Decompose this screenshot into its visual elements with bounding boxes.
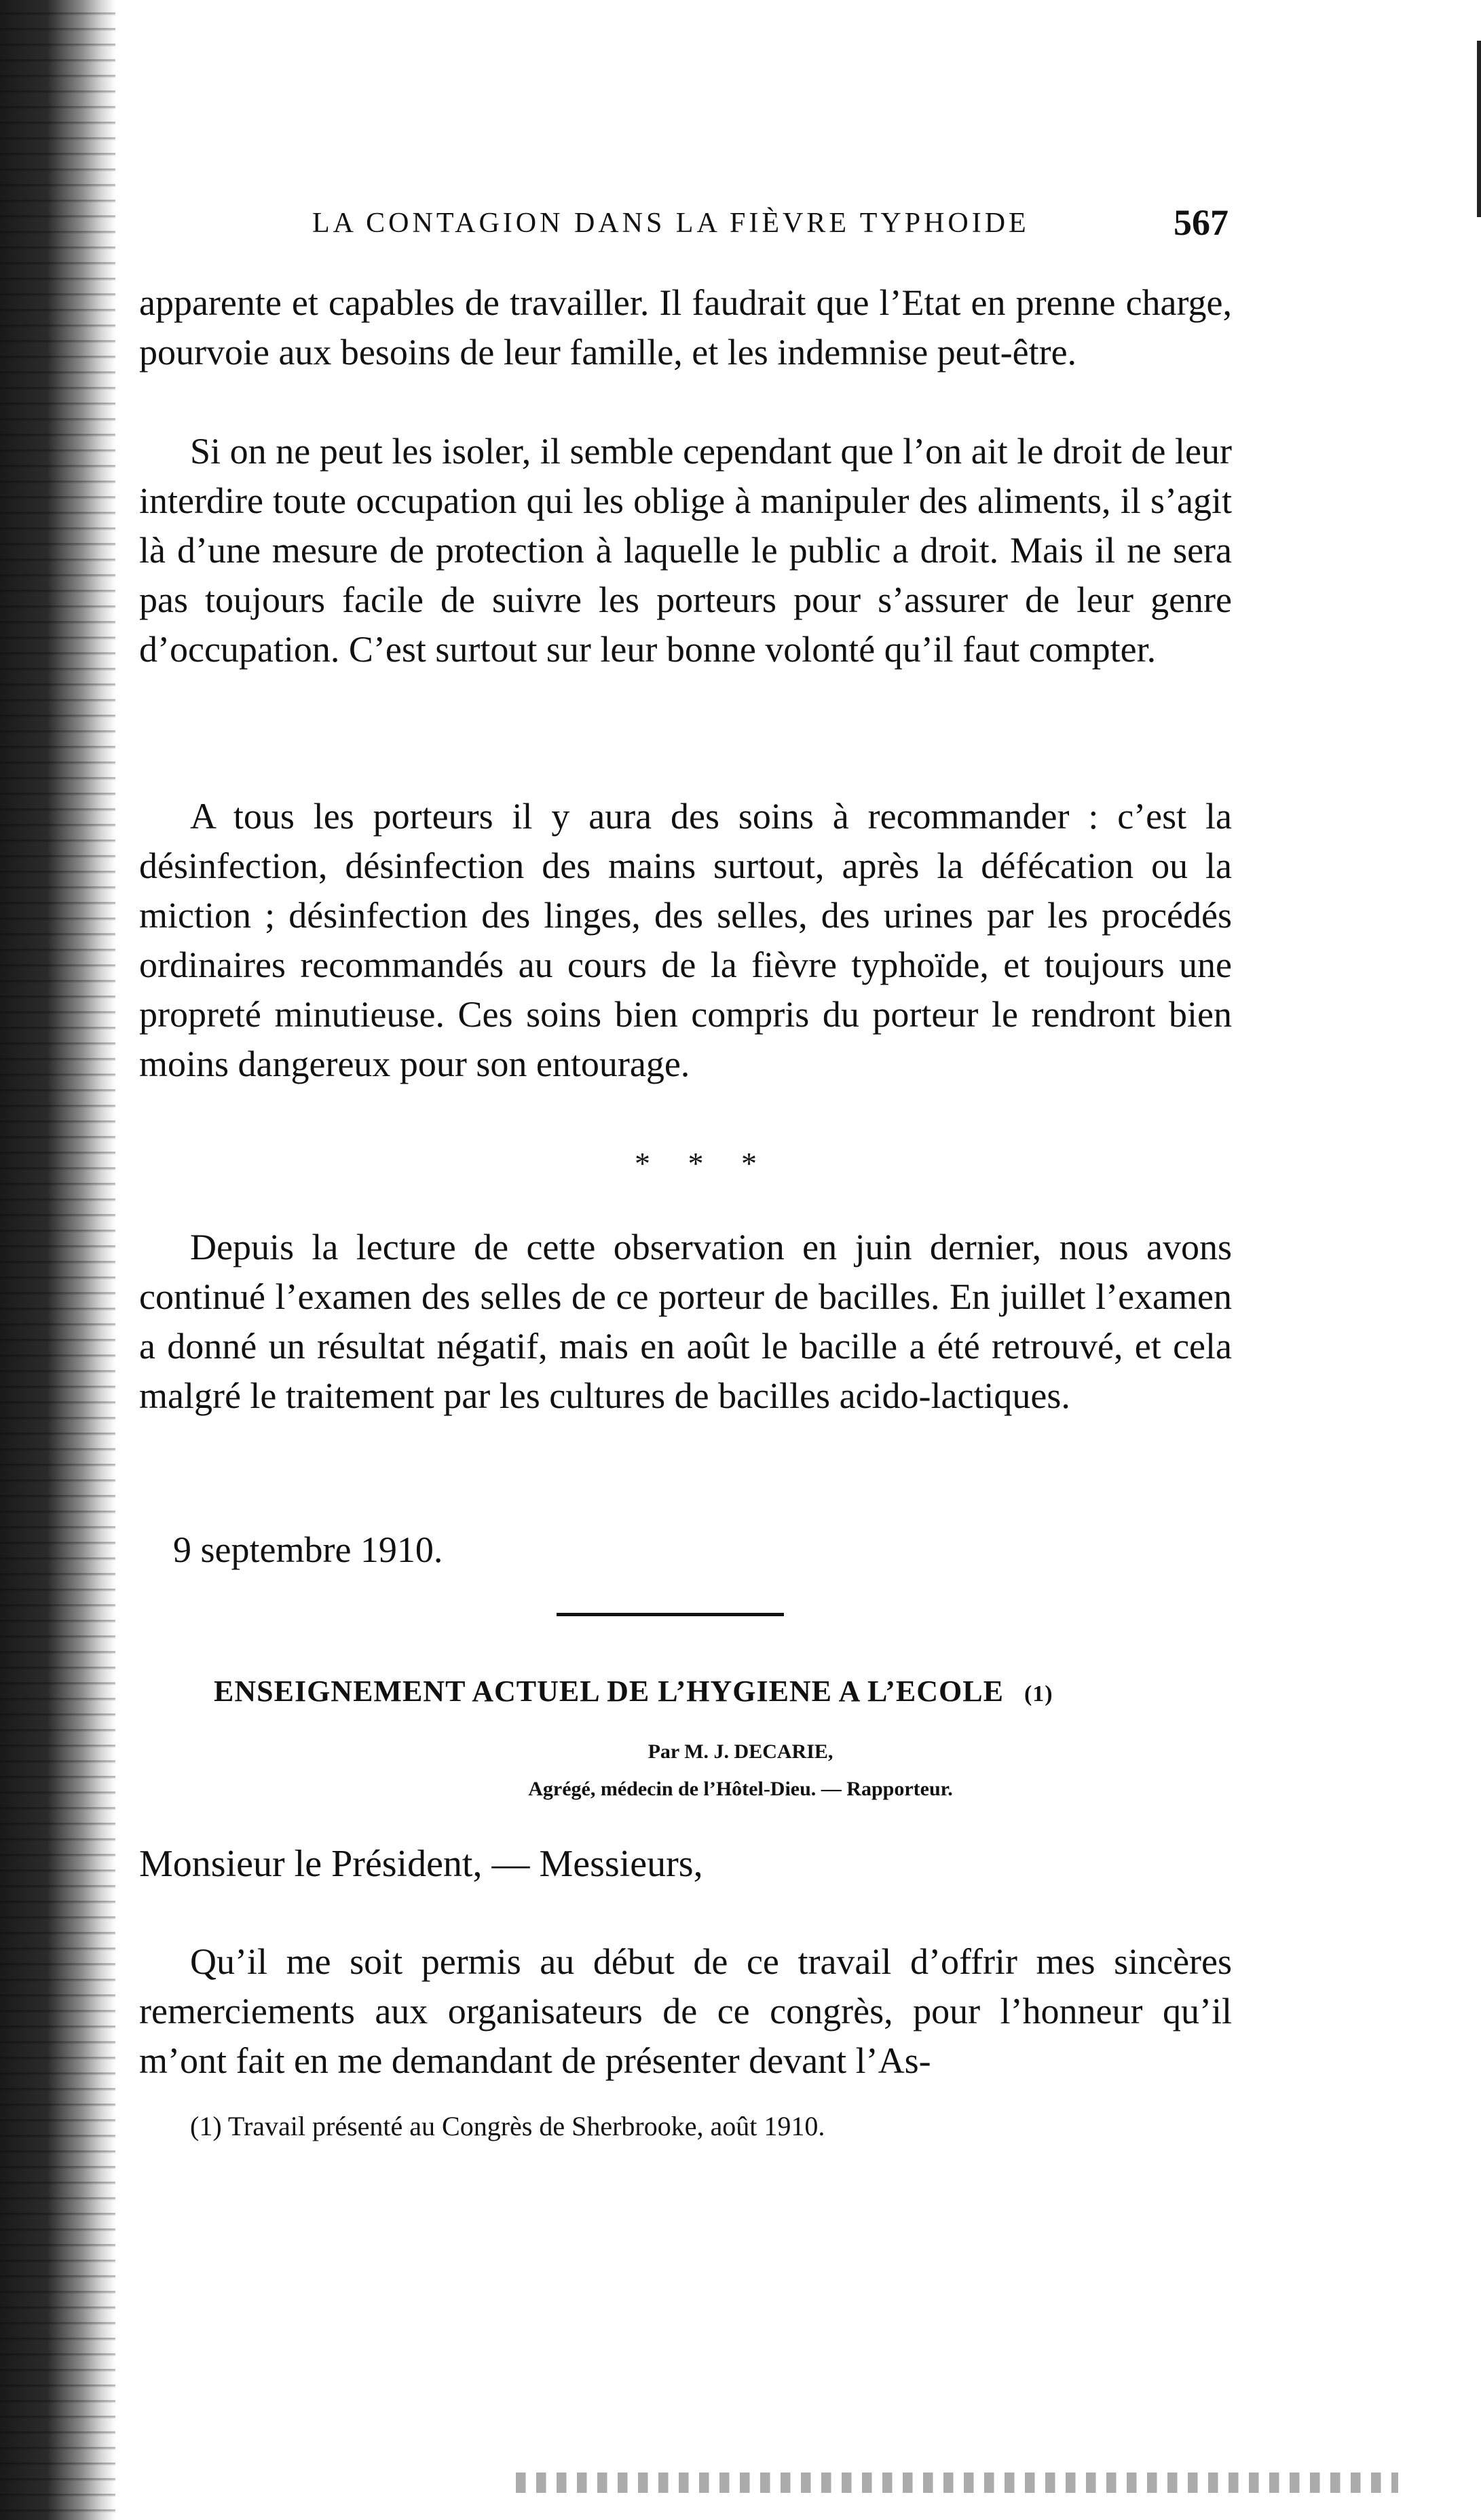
paragraph-4: Depuis la lecture de cette observation en juin dernier, nous avons continué l’examen des selles de ce porteur de bacilles. En juillet l’examen a donné un résultat négatif, mais en août le bacille a été retrouvé, et cela malgré le traitement par les cultures de bacilles acido-lactiques. xyxy=(139,1227,1232,1416)
paragraph-5: Qu’il me soit permis au début de ce travail d’offrir mes sincères remerciements aux organisateurs de ce congrès, pour l’honneur qu’il m’ont fait en me demandant de présenter devant l’As- xyxy=(139,1941,1232,2081)
paragraph-3: A tous les porteurs il y aura des soins à recommander : c’est la désinfection, désinfection des mains surtout, après la défécation ou la miction ; désinfection des linges, des selles, des urines par les procédés ordinaires recommandés au cours de la fièvre typhoïde, et toujours une propreté minutieuse. Ces soins bien compris du porteur le rendront bien moins dangereux pour son entourage. xyxy=(139,796,1232,1084)
section-break-stars: * * * xyxy=(635,1146,772,1181)
paragraph-block-4 xyxy=(139,1223,1232,1421)
paragraph-2: Si on ne peut les isoler, il semble cependant que l’on ait le droit de leur interdire toute occupation qui les oblige à manipuler des aliments, il s’agit là d’une mesure de protection à laquelle le public a droit. Mais il ne sera pas toujours facile de suivre les porteurs pour s’assurer de leur genre d’occupation. C’est surtout sur leur bonne volonté qu’il faut compter. xyxy=(139,431,1232,670)
running-title: LA CONTAGION DANS LA FIÈVRE TYPHOIDE xyxy=(312,208,1030,239)
section-divider xyxy=(557,1613,784,1616)
salutation: Monsieur le Président, — Messieurs, xyxy=(139,1843,703,1885)
paragraph-1: apparente et capables de travailler. Il faudrait que l’Etat en prenne charge, pourvoie aux besoins de leur famille, et les indemnise peut-être. xyxy=(139,282,1232,373)
binding-shadow xyxy=(0,0,115,2520)
author-affiliation: Agrégé, médecin de l’Hôtel-Dieu. — Rapporteur. xyxy=(528,1778,953,1800)
running-head xyxy=(143,202,1229,254)
section-title xyxy=(214,1674,1053,1708)
paragraph-continuation xyxy=(139,278,1232,377)
scan-smudge xyxy=(516,2473,1398,2493)
paragraph-block-3 xyxy=(139,792,1232,1089)
author-byline: Par M. J. DECARIE, xyxy=(648,1740,833,1763)
footnote-reference: (1) xyxy=(1024,1681,1053,1706)
footnote: (1) Travail présenté au Congrès de Sherbrooke, août 1910. xyxy=(190,2111,825,2141)
section-title-text: ENSEIGNEMENT ACTUEL DE L’HYGIENE A L’ECOLE xyxy=(214,1675,1004,1708)
page-edge-mark xyxy=(1477,41,1481,217)
paragraph-block-2 xyxy=(139,427,1232,674)
page-number: 567 xyxy=(1174,202,1229,243)
paragraph-block-5 xyxy=(139,1937,1232,2086)
date-line: 9 septembre 1910. xyxy=(173,1529,443,1570)
